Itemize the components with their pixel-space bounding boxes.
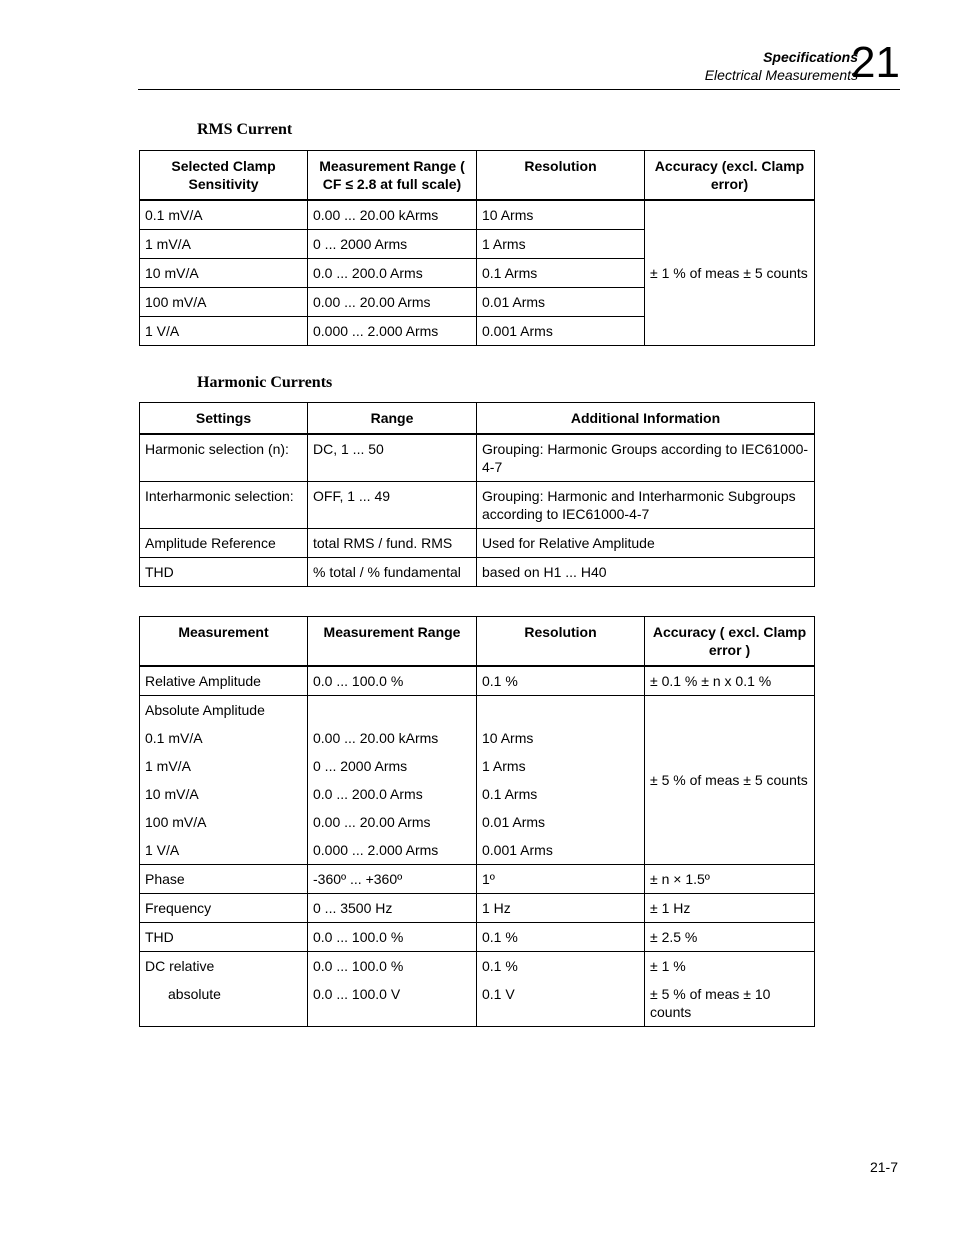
table-row: [140, 482, 815, 529]
sensitivity-label: 100 mV/A: [145, 814, 207, 830]
col-header: Additional Information: [477, 403, 815, 435]
absolute-amplitude-resolutions: [477, 696, 645, 865]
table-cell: THD: [140, 923, 308, 952]
range-value: 0.0 ... 100.0 V: [313, 986, 401, 1002]
table-cell: 10 mV/A: [140, 259, 308, 288]
chapter-number: 21: [851, 38, 900, 87]
sensitivity-label: 0.1 mV/A: [145, 730, 203, 746]
resolution-value: 10 Arms: [482, 730, 534, 746]
table-cell: 0.1 %: [477, 666, 645, 696]
col-header: Measurement: [140, 617, 308, 667]
table-cell: Interharmonic selection:: [140, 482, 308, 529]
page-number: 21-7: [869, 1159, 898, 1175]
range-value: 0.000 ... 2.000 Arms: [313, 842, 439, 858]
table-cell: total RMS / fund. RMS: [308, 529, 477, 558]
col-header: Range: [308, 403, 477, 435]
table-cell: 0.0 ... 200.0 Arms: [308, 259, 477, 288]
col-header: Accuracy (excl. Clamp error): [645, 151, 815, 201]
col-header: Resolution: [477, 151, 645, 201]
table-cell: 0.1 Arms: [477, 259, 645, 288]
table-cell: DC, 1 ... 50: [308, 434, 477, 482]
header-rule: [138, 89, 900, 90]
table-header-row: [140, 403, 815, 435]
table-cell: 0 ... 3500 Hz: [308, 894, 477, 923]
table-row: [140, 865, 815, 894]
col-header: Settings: [140, 403, 308, 435]
table-cell: 0.00 ... 20.00 Arms: [308, 288, 477, 317]
table-row: [140, 558, 815, 587]
sensitivity-label: 10 mV/A: [145, 786, 199, 802]
table-row: [140, 200, 815, 230]
dc-resolutions: [477, 952, 645, 1027]
header-section: Specifications: [763, 49, 858, 65]
table-cell: 0.0 ... 100.0 %: [308, 666, 477, 696]
table-cell: Phase: [140, 865, 308, 894]
table-cell: 100 mV/A: [140, 288, 308, 317]
header-subsection: Electrical Measurements: [704, 67, 858, 83]
accuracy-cell: ± 1 % of meas ± 5 counts: [645, 200, 815, 346]
col-header: Selected Clamp Sensitivity: [140, 151, 308, 201]
range-value: 0.00 ... 20.00 kArms: [313, 730, 439, 746]
col-header: Resolution: [477, 617, 645, 667]
col-header: Measurement Range ( CF ≤ 2.8 at full scale): [308, 151, 477, 201]
table-cell: 1 Arms: [477, 230, 645, 259]
table-row: [140, 434, 815, 482]
harmonic-measurement-table: [139, 616, 815, 1027]
col-header: Accuracy ( excl. Clamp error ): [645, 617, 815, 667]
resolution-value: 0.1 V: [482, 986, 515, 1002]
table-cell: -360º ... +360º: [308, 865, 477, 894]
table-cell: OFF, 1 ... 49: [308, 482, 477, 529]
harmonic-settings-table: [139, 402, 815, 587]
table-header-row: [140, 151, 815, 201]
table-cell: ± 2.5 %: [645, 923, 815, 952]
table-cell: ± 0.1 % ± n x 0.1 %: [645, 666, 815, 696]
range-value: 0.00 ... 20.00 Arms: [313, 814, 431, 830]
table-cell: 0.1 %: [477, 923, 645, 952]
table-cell: ± 1 Hz: [645, 894, 815, 923]
table-cell: Amplitude Reference: [140, 529, 308, 558]
table-cell: 0.001 Arms: [477, 317, 645, 346]
resolution-value: 0.1 Arms: [482, 786, 538, 802]
resolution-value: 0.001 Arms: [482, 842, 553, 858]
sensitivity-label: 1 V/A: [145, 842, 180, 858]
table-cell: 0.0 ... 100.0 %: [308, 923, 477, 952]
table-cell: Grouping: Harmonic and Interharmonic Subgroups according to IEC61000-4-7: [477, 482, 815, 529]
table-cell: Used for Relative Amplitude: [477, 529, 815, 558]
header-text: [705, 48, 858, 84]
table-header-row: [140, 617, 815, 667]
table-cell: 1 Hz: [477, 894, 645, 923]
accuracy-value: ± 5 % of meas ± 10 counts: [650, 986, 771, 1020]
accuracy-cell: ± 5 % of meas ± 5 counts: [645, 696, 815, 865]
table-cell: 0.00 ... 20.00 kArms: [308, 200, 477, 230]
absolute-amplitude-ranges: [308, 696, 477, 865]
table-cell: 0.01 Arms: [477, 288, 645, 317]
dc-absolute-label: absolute: [168, 986, 221, 1002]
table-cell: 0.1 mV/A: [140, 200, 308, 230]
table-cell: 1 V/A: [140, 317, 308, 346]
table-row: [140, 666, 815, 696]
rms-current-table: [139, 150, 815, 346]
page-header: [200, 38, 900, 90]
table-row: [140, 894, 815, 923]
table-cell: Frequency: [140, 894, 308, 923]
dc-ranges: [308, 952, 477, 1027]
table-cell: 10 Arms: [477, 200, 645, 230]
table-cell: Relative Amplitude: [140, 666, 308, 696]
table-cell: ± n × 1.5º: [645, 865, 815, 894]
resolution-value: 0.01 Arms: [482, 814, 546, 830]
table-cell: 0 ... 2000 Arms: [308, 230, 477, 259]
range-value: 0.0 ... 100.0 %: [313, 958, 404, 974]
table-cell: THD: [140, 558, 308, 587]
table-cell: Harmonic selection (n):: [140, 434, 308, 482]
table-cell: % total / % fundamental: [308, 558, 477, 587]
table-cell: 0.000 ... 2.000 Arms: [308, 317, 477, 346]
table-row: [140, 952, 815, 1027]
rms-current-title: RMS Current: [197, 121, 293, 138]
dc-labels: [140, 952, 308, 1027]
resolution-value: 1 Arms: [482, 758, 526, 774]
absolute-amplitude-labels: [140, 696, 308, 865]
col-header: Measurement Range: [308, 617, 477, 667]
sensitivity-label: 1 mV/A: [145, 758, 191, 774]
range-value: 0 ... 2000 Arms: [313, 758, 408, 774]
table-row: [140, 923, 815, 952]
harmonic-currents-title: Harmonic Currents: [197, 374, 333, 391]
dc-accuracies: [645, 952, 815, 1027]
absolute-amplitude-label: Absolute Amplitude: [145, 702, 265, 718]
dc-relative-label: DC relative: [145, 958, 215, 974]
table-cell: 1º: [477, 865, 645, 894]
table-cell: 1 mV/A: [140, 230, 308, 259]
accuracy-value: ± 1 %: [650, 958, 686, 974]
table-row: [140, 529, 815, 558]
table-cell: based on H1 ... H40: [477, 558, 815, 587]
range-value: 0.0 ... 200.0 Arms: [313, 786, 423, 802]
table-cell: Grouping: Harmonic Groups according to IEC61000-4-7: [477, 434, 815, 482]
table-row: [140, 696, 815, 865]
resolution-value: 0.1 %: [482, 958, 518, 974]
